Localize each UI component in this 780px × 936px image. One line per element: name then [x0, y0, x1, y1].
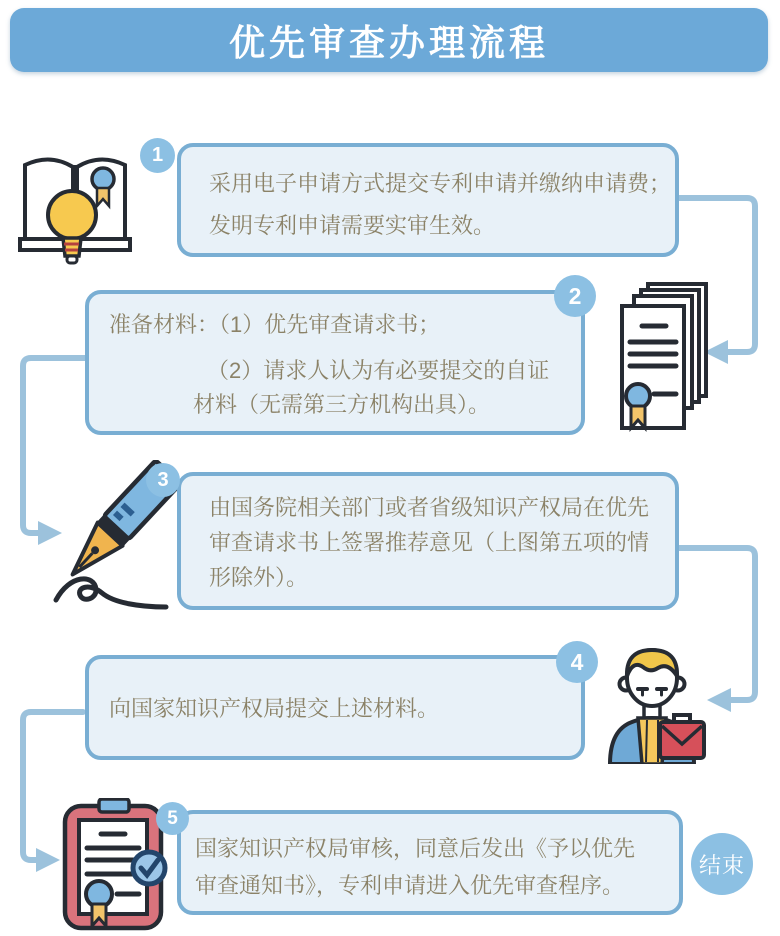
- document-stack-icon: [612, 282, 712, 437]
- step-5-text-line: 国家知识产权局审核，同意后发出《予以优先: [195, 836, 636, 861]
- step-1-box: [177, 143, 679, 257]
- step-5-box: [177, 810, 683, 915]
- step-3-text-line: 审查请求书上签署推荐意见（上图第五项的情: [209, 530, 650, 555]
- step-3-number: 3: [146, 463, 180, 497]
- step-2-text-line: 准备材料：（1）优先审查请求书；: [109, 312, 441, 337]
- step-3-text-line: 形除外）。: [209, 565, 309, 590]
- step-3-box: [177, 472, 679, 610]
- end-badge: [691, 833, 753, 895]
- step-2-text-line: （2）请求人认为有必要提交的自证: [207, 358, 550, 383]
- step-4-number: 4: [556, 641, 598, 683]
- step-4-box: [85, 655, 585, 760]
- end-badge-label: 结束: [698, 852, 745, 878]
- step-2-text-line: 材料（无需第三方机构出具）。: [193, 392, 491, 417]
- book-lightbulb-icon: [15, 143, 135, 268]
- page-title: 优先审查办理流程: [228, 21, 549, 63]
- step-4-text-line: 向国家知识产权局提交上述材料。: [109, 696, 440, 721]
- step-2-box: [85, 290, 585, 435]
- step-1-text-line: 发明专利申请需要实审生效。: [209, 213, 496, 238]
- businessman-briefcase-icon: [600, 644, 708, 764]
- step-1-text-line: 采用电子申请方式提交专利申请并缴纳申请费；: [209, 171, 672, 196]
- step-3-text-line: 由国务院相关部门或者省级知识产权局在优先: [209, 495, 650, 520]
- title-banner: [10, 8, 768, 72]
- step-1-number: 1: [140, 138, 175, 173]
- step-5-number: 5: [156, 802, 189, 835]
- step-2-number: 2: [554, 275, 596, 317]
- arrowhead-3: [707, 688, 731, 712]
- step-5-text-line: 审查通知书》，专利申请进入优先审查程序。: [195, 873, 625, 898]
